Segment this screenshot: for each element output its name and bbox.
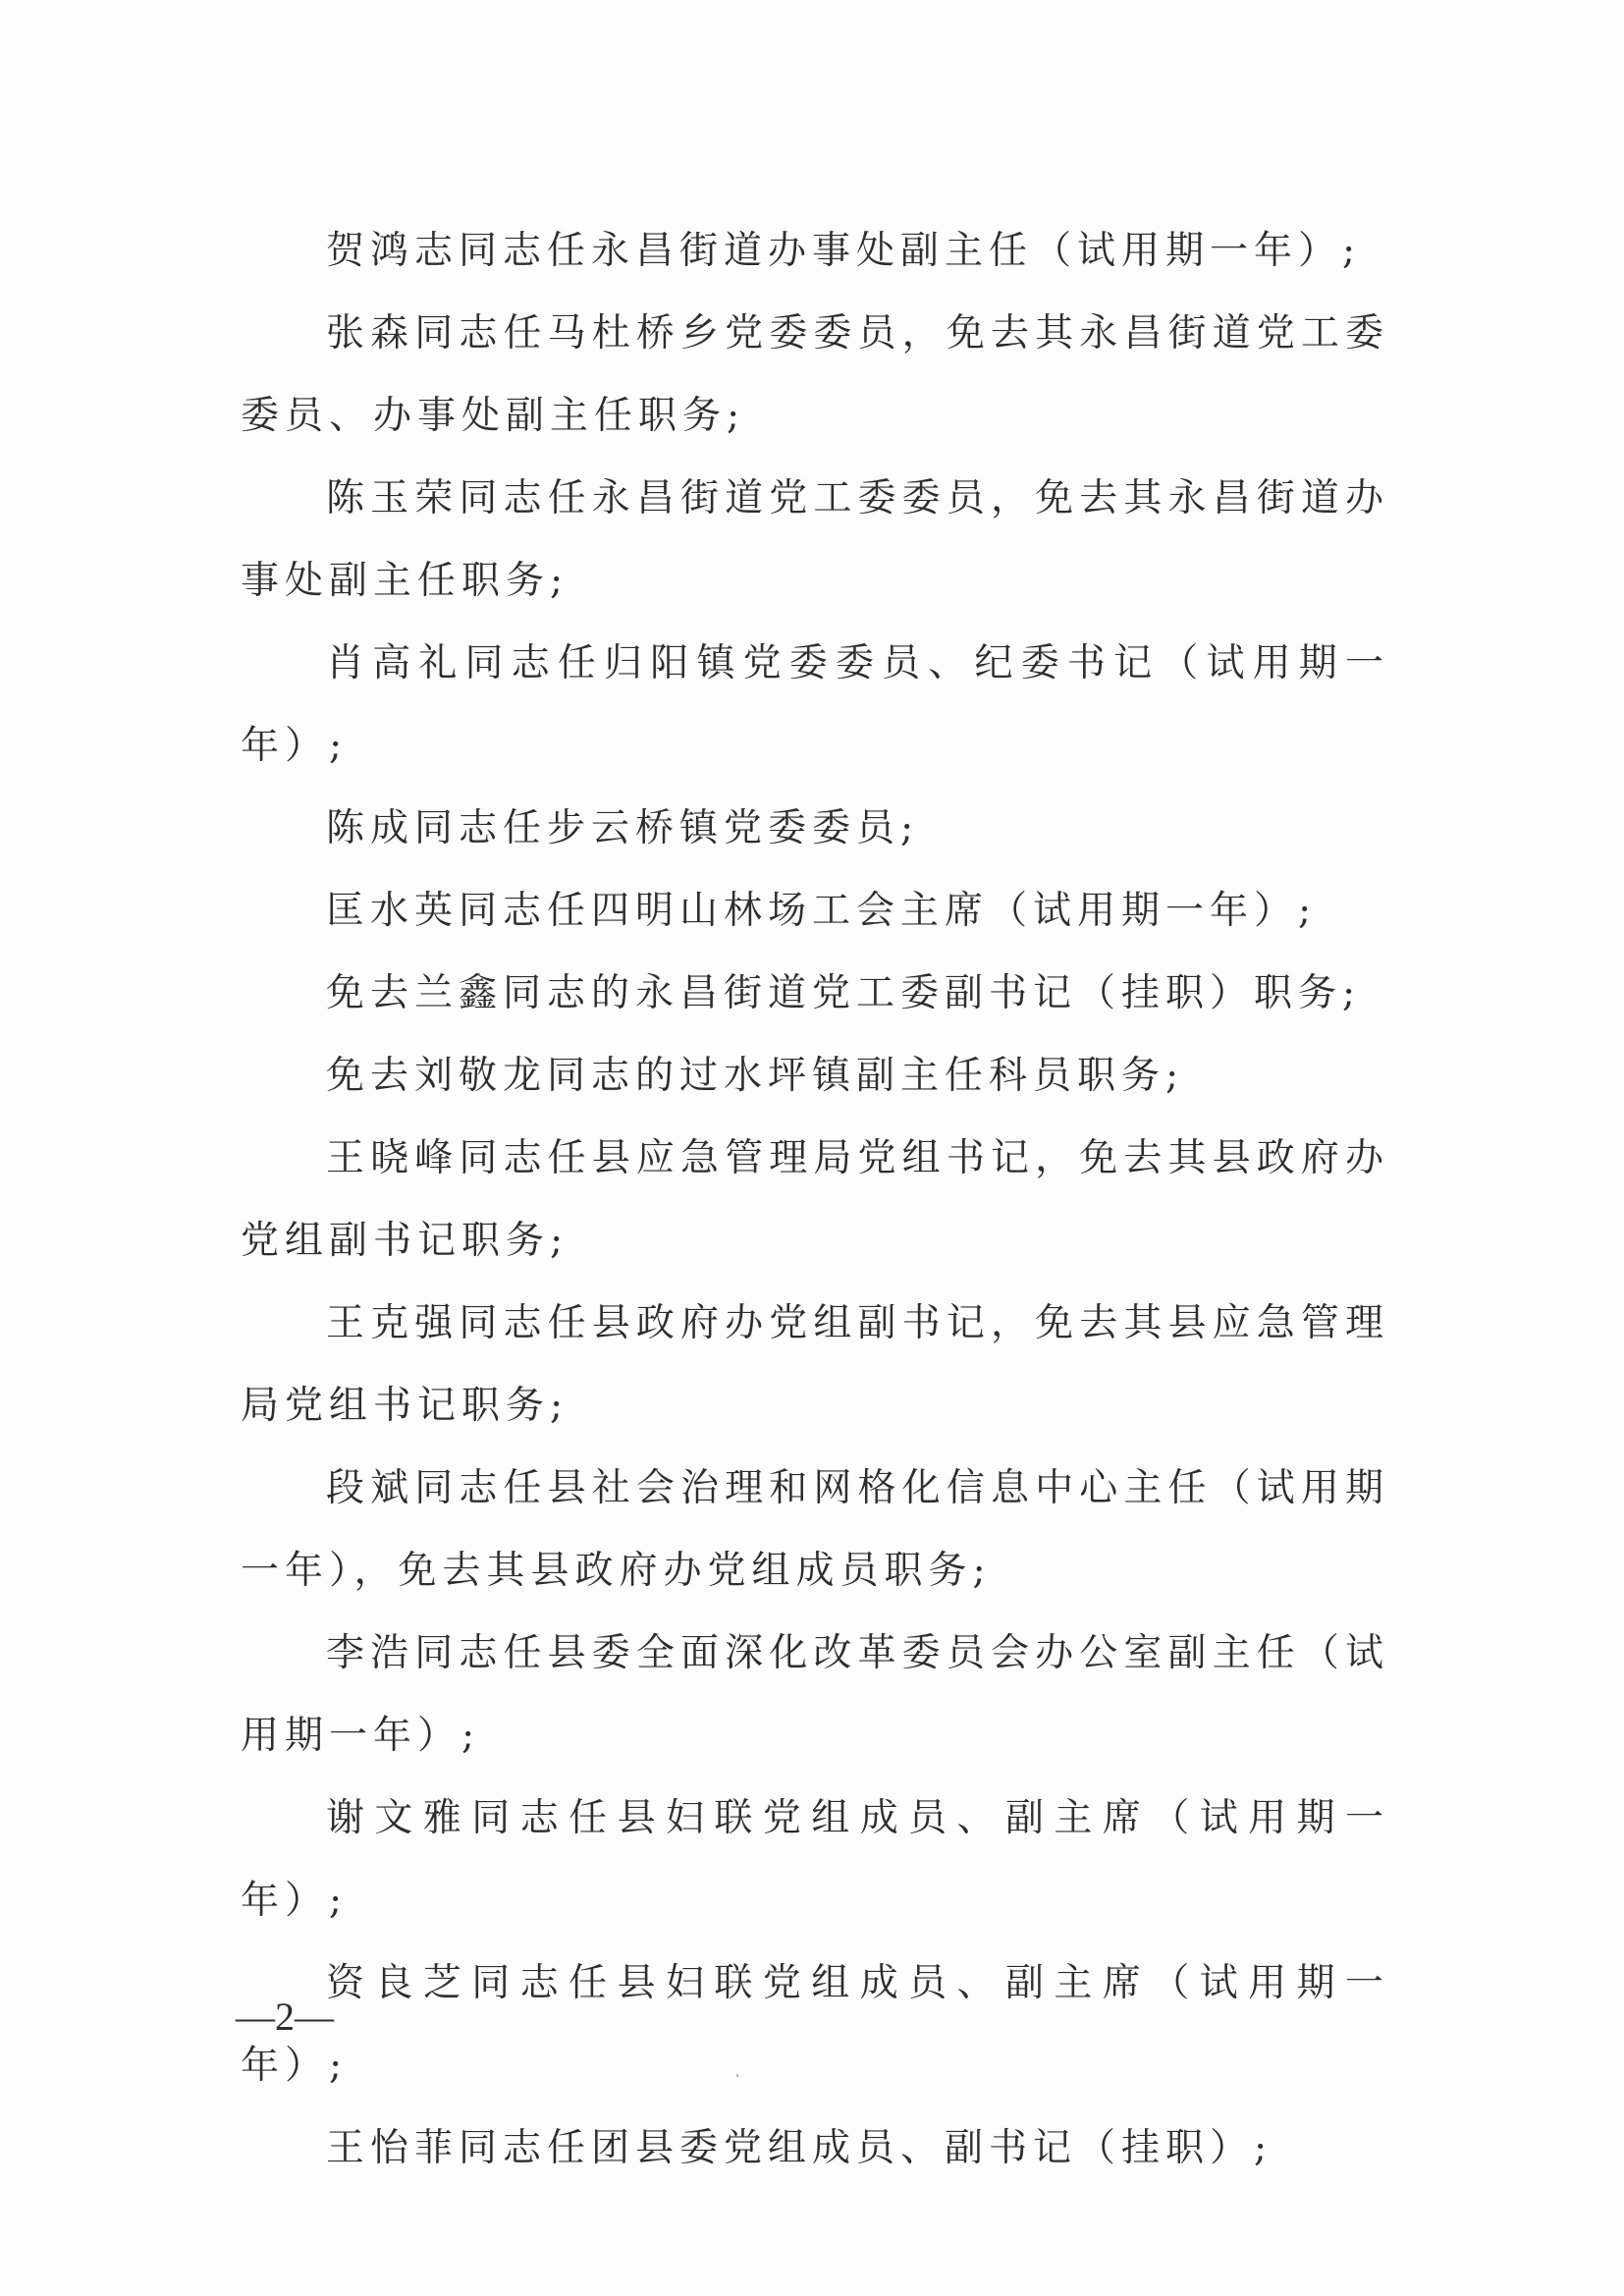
document-body <box>241 210 1389 2190</box>
page-number: —2— <box>236 1995 334 2039</box>
appointment-paragraph: 王晓峰同志任县应急管理局党组书记，免去其县政府办党组副书记职务; <box>241 1136 1389 1263</box>
appointment-paragraph: 张森同志任马杜桥乡党委委员，免去其永昌街道党工委委员、办事处副主任职务; <box>241 311 1389 438</box>
appointment-paragraph: 陈成同志任步云桥镇党委委员; <box>326 806 920 850</box>
appointment-paragraph: 匡水英同志任四明山林场工会主席（试用期一年）; <box>326 889 1318 933</box>
appointment-paragraph: 段斌同志任县社会治理和网格化信息中心主任（试用期一年），免去其县政府办党组成员职务; <box>241 1466 1389 1593</box>
appointment-paragraph: 贺鸿志同志任永昌街道办事处副主任（试用期一年）; <box>326 229 1362 273</box>
appointment-paragraph: 谢文雅同志任县妇联党组成员、副主席（试用期一年）; <box>241 1796 1389 1923</box>
appointment-paragraph: 资良芝同志任县妇联党组成员、副主席（试用期一年）; <box>241 1961 1389 2088</box>
scan-speck <box>736 2074 738 2077</box>
appointment-paragraph: 肖高礼同志任归阳镇党委委员、纪委书记（试用期一年）; <box>241 641 1389 768</box>
appointment-paragraph: 王克强同志任县政府办党组副书记，免去其县应急管理局党组书记职务; <box>241 1301 1389 1428</box>
dismissal-paragraph: 免去刘敬龙同志的过水坪镇副主任科员职务; <box>326 1054 1185 1098</box>
dismissal-paragraph: 免去兰鑫同志的永昌街道党工委副书记（挂职）职务; <box>326 971 1362 1015</box>
appointment-paragraph: 李浩同志任县委全面深化改革委员会办公室副主任（试用期一年）; <box>241 1631 1389 1758</box>
appointment-paragraph: 陈玉荣同志任永昌街道党工委委员，免去其永昌街道办事处副主任职务; <box>241 476 1389 603</box>
appointment-paragraph: 王怡菲同志任团县委党组成员、副书记（挂职）; <box>326 2126 1273 2170</box>
